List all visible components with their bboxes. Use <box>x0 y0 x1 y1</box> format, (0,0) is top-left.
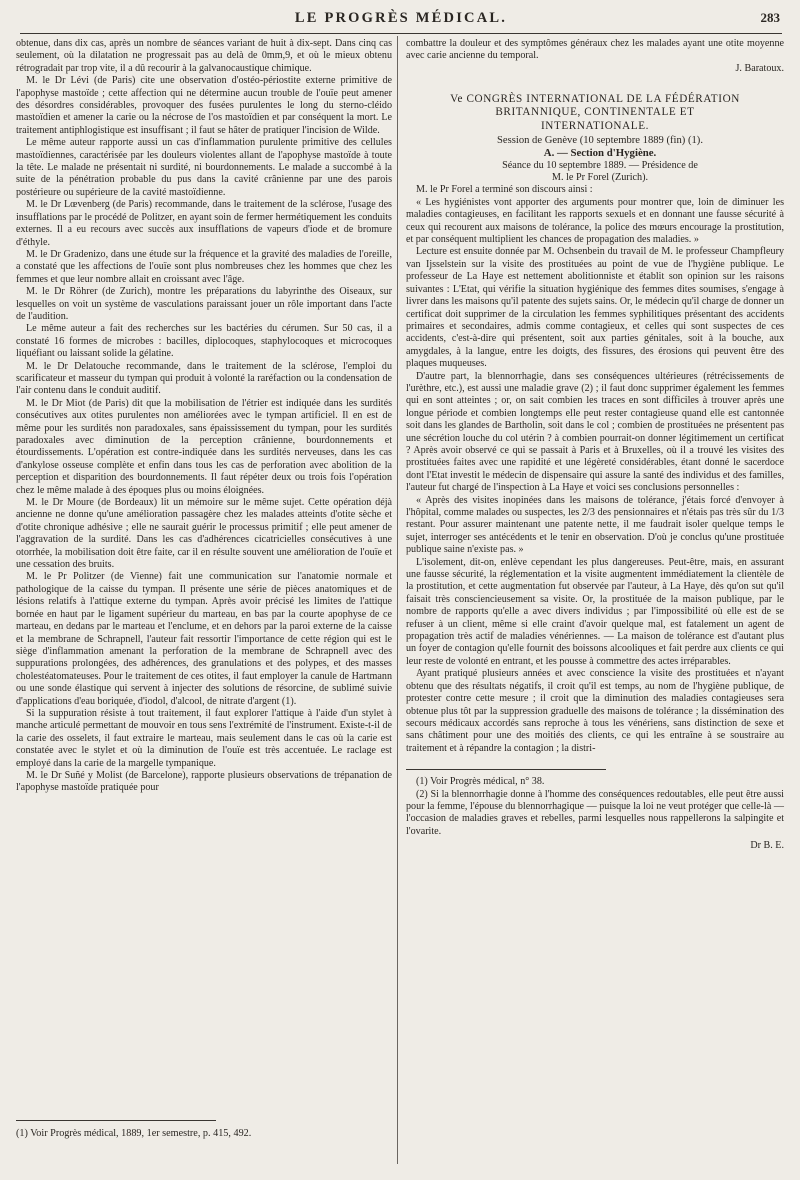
paragraph: M. le Dr Gradenizo, dans une étude sur la fréquence et la gravité des maladies de l'oreille, a constaté que les affections de l'ouïe sont plus nombreuses chez les hommes que chez les femmes et que leur nombre allait en croissant avec l'âge. <box>16 248 392 285</box>
page-header <box>22 10 780 32</box>
paragraph: obtenue, dans dix cas, après un nombre de séances variant de huit à dix-sept. Dans cinq cas seulement, où la dilatation ne progressait pas au delà de 0mm,9, et où le mieux obtenu rétrogradait par trop vite, il a dû recourir à la galvanocaustique chimique. <box>16 38 392 74</box>
paragraph: Le même auteur a fait des recherches sur les bactéries du cérumen. Sur 50 cas, il a constaté 16 formes de microbes : bacilles, diplocoques, staphylocoques et microcoques liquéfiant ou laissant solide la gélatine. <box>16 323 392 360</box>
right-footnotes <box>406 769 784 852</box>
paragraph: M. le Pr Politzer (de Vienne) fait une communication sur l'anatomie normale et pathologique de la caisse du tympan. Il présente une série de pièces anatomiques et de lésions relatifs à l'attique externe du tympan. Après avoir précisé les limites de l'attique bornée en haut par le ligament supérieur du marteau, en bas par la courte apophyse de ce marteau, en dedans par le marteau et l'enclume, et en dehors par la paroi externe de la caisse et la membrane de Schrapnell, l'auteur fait ressortir l'importance de cette région qui est le siège d'inflammation amenant la perforation de la membrane de Schrapnell avec des suppurations prolongées, des adhérences, des granulations et des polypes, et des masses cholestéatomateuses. Pour le traitement de ces otites, il faut employer la canule de Hartmann ou une sonde élastique qui servent à injecter des solutions de résorcine, de sublimé suivie d'applications d'eau boriquée, d'iodol, d'alcool, de nitrate d'argent (1). <box>16 571 392 707</box>
header-rule <box>20 33 782 34</box>
session-line: Session de Genève (10 septembre 1889 (fin) (1). <box>497 134 703 146</box>
column-divider <box>397 36 398 1164</box>
footnote-rule <box>16 1120 216 1121</box>
footnote: (2) Si la blennorrhagie donne à l'homme des conséquences redoutables, elle peut être aussi pour la femme, l'épouse du blennorrhagique — puisque la loi ne veut protéger que celle-là — l'occasion de maladies graves et rebelles, parmi lesquelles nous rappellerons la salpingite et l'ovarite. <box>406 788 784 837</box>
paragraph: M. le Dr Röhrer (de Zurich), montre les préparations du labyrinthe des Oiseaux, sur lesquelles on voit un système de vasculations paraissant jouer un rôle important dans l'acte de l'audition. <box>16 286 392 322</box>
paragraph: Si la suppuration résiste à tout traitement, il faut explorer l'attique à l'aide d'un stylet à manche articulé permettant de mouvoir en tous sens l'extrémité de l'instrument. Existe-t-il de la carie des osselets, il faut extraire le marteau, mais seulement dans le cas où la carie est constatée avec le stylet et où la diminution de l'ouïe est très accentuée. Le raclage est employé dans la carie de la margelle tympanique. <box>16 707 392 769</box>
paragraph: « Après des visites inopinées dans les maisons de tolérance, j'étais forcé d'envoyer à l'hôpital, comme malades ou suspectes, les 2/3 des pensionnaires et n'étais pas très sûr du 1/3 restant. Pour assurer maintenant une patente nette, il me faudrait isoler quelque temps le sujet, interroger ses antécédents et le tenir en observation. D'où je conclus qu'une prostituée publique saine n'existe pas. » <box>406 494 784 556</box>
footnote-rule <box>406 769 606 770</box>
congress-title-line: INTERNATIONALE. <box>540 119 650 132</box>
congress-title-line: Ve CONGRÈS INTERNATIONAL DE LA FÉDÉRATION <box>450 93 740 106</box>
section-name: A. — Section d'Hygiène. <box>543 147 657 160</box>
footnote-signature: Dr B. E. <box>750 840 784 852</box>
paragraph: M. le Dr Moure (de Bordeaux) lit un mémoire sur le même sujet. Cette opération déjà ancienne ne donne qu'une amélioration passagère chez les malades atteints d'otite sèche et d'otite chronique adhésive ; elle ne saurait guérir le processus primitif ; elle peut amener de l'aggravation de la surdité. Dans les cas d'adhérences cicatricielles consécutives à une otorrhée, la mobilisation doit être faite, car il en résulte souvent une amélioration de l'ouïe et une cessation des bruits. <box>16 497 392 571</box>
author-signature: J. Baratoux. <box>735 62 784 74</box>
footnote: (1) Voir Progrès médical, 1889, 1er semestre, p. 415, 492. <box>16 1128 252 1139</box>
paragraph: « Les hygiénistes vont apporter des arguments pour montrer que, loin de diminuer les maladies contagieuses, en facilitant les rapports sexuels et en donnant une fausse sécurité à ceux qui recourent aux maisons de tolérance, la police des mœurs encourage la prostitution, et par conséquent multiplient les chances de propagation des maladies. » <box>406 196 784 246</box>
paragraph: M. le Pr Forel a terminé son discours ainsi : <box>416 184 593 196</box>
paragraph: Le même auteur rapporte aussi un cas d'inflammation purulente primitive des cellules mastoïdiennes, caractérisée par les douleurs violentes allant de l'apophyse mastoïde à toute la tête. Le malade ne présentait ni surdité, ni bourdonnements. Le malade a succombé à la suite de la pénétration probable du pus dans la cavité crânienne par une des parois postérieure ou supérieure de la cavité mastoïdienne. <box>16 137 392 198</box>
paragraph: D'autre part, la blennorrhagie, dans ses conséquences ultérieures (rétrécissements de l'urèthre, etc.), est aussi une maladie grave (2) ; il faut donc supprimer également les femmes qui en sont atteintes ; or, on sait combien les traces en sont difficiles à trouver après une longue période et combien longtemps elle peut rester contagieuse quand elle est cantonnée soit dans les glandes de Bartholin, soit dans le col ; combien de prostituées ne présentent pas une sécrétion louche du col utérin ? à combien pourrait-on donner légitimement un certificat ? Après avoir observé ce qui se passait à Paris et à Bruxelles, où il a trouvé les visites des prostituées faites avec une rapidité et une légèreté considérables, étant donné le sacerdoce dont l'Etat investit le médecin de dispensaire qui assure la santé des individus et des familles, l'auteur fut chargé de l'inspection à La Haye et voici ses conclusions personnelles : <box>406 370 784 494</box>
paragraph: L'isolement, dit-on, enlève cependant les plus dangereuses. Peut-être, mais, en assurant une fausse sécurité, la réglementation et la visite augmentent immédiatement la clientèle de la prostitution, et cette augmentation fut observée par l'auteur, à La Haye, dès qu'on sut qu'il faisait très consciencieusement sa visite. Or, la prostituée de la maison publique, par le nombre de rapports qu'elle a avec divers individus ; par l'impossibilité où elle est de se refuser à un client, même si elle craint d'avoir quelque mal, est fatalement un agent de propagation très actif de maladies vénériennes. — La maison de tolérance est d'autant plus un foyer de contagion qu'elle fournit des boissons alcooliques et fait perdre aux clients ce qui leur reste de volonté en entrant, et les pousse à commettre des actes irréparables. <box>406 556 784 667</box>
journal-title: LE PROGRÈS MÉDICAL. <box>294 10 508 26</box>
footnote: (1) Voir Progrès médical, n° 38. <box>416 776 545 788</box>
paragraph: Lecture est ensuite donnée par M. Ochsenbein du travail de M. le professeur Champfleury van Ijsselstein sur la visite des prostituées au point de vue de l'hygiène publique. Le professeur de La Haye est nettement abolitionniste et établit son opinion sur les raisons suivantes : L'Etat, qui vérifie la situation hygiénique des femmes dites soumises, s'engage à livrer dans les maisons qu'il patente des sujets sains. Or, le médecin qu'il charge de donner un certificat doit supprimer de la circulation les femmes syphilitiques présentant des accidents primaires et secondaires, admis comme contagieux, et celles qui sont suspectes de ces accidents, c'est-à-dire qui présentent, soit aux parties génitales, soit à la bouche, aux amygdales, à la langue, entre les doigts, des fissures, des érosions qui peuvent être des plaques muqueuses. <box>406 246 784 370</box>
paragraph: combattre la douleur et des symptômes généraux chez les malades ayant une otite moyenne avec carie ancienne du temporal. <box>406 38 784 62</box>
right-column <box>406 38 784 853</box>
page-number: 283 <box>760 10 780 25</box>
paragraph: M. le Dr Lœvenberg (de Paris) recommande, dans le traitement de la sclérose, l'usage des insufflations par le procédé de Politzer, en ayant soin de fermer hermétiquement les conduits externes. Il a eu recours avec succès aux insufflations de vapeurs d'iode et de bromure d'éthyle. <box>16 199 392 248</box>
congress-title-line: BRITANNIQUE, CONTINENTALE ET <box>495 106 695 119</box>
paragraph: M. le Dr Suñé y Molist (de Barcelone), rapporte plusieurs observations de trépanation de l'apophyse mastoïde pratiquée pour <box>16 769 392 794</box>
paragraph: M. le Dr Lévi (de Paris) cite une observation d'ostéo-périostite externe primitive de l'apophyse mastoïde ; cette affection qui ne détermine aucun trouble de l'ouïe peut amener des désordres considérables, provoquer des fusées purulentes le long du sterno-cléido mastoïdien et amener la carie ou la nécrose de l'os mastoïdien et par conséquent la mort. Le traitement antiphlogistique est insuffisant ; il faut se hâter de pratiquer l'incision de Wilde. <box>16 75 392 136</box>
left-column <box>16 38 392 795</box>
paragraph: M. le Dr Delatouche recommande, dans le traitement de la sclérose, l'emploi du scarificateur et masseur du tympan qui produit à volonté la raréfaction ou la condensation de l'air contenu dans le conduit auditif. <box>16 360 392 397</box>
president-line: M. le Pr Forel (Zurich). <box>551 172 649 184</box>
left-footnotes <box>16 1120 392 1140</box>
paragraph: Ayant pratiqué plusieurs années et avec conscience la visite des prostituées et n'ayant obtenu que des résultats négatifs, il croit qu'il est temps, au nom de l'hygiène publique, de protester contre cette mesure ; il croit que la diminution des maladies contagieuses sera obtenue plus tôt par la suppression graduelle des maisons de tolérance ; la dissémination des secours médicaux accordés sans reproche à tous les vénériens, sans distinction de sexe et sans châtiment pour une des moitiés des clients, ce qui les entraîne à se soustraire au traitement et à répandre la contagion ; la distri- <box>406 668 784 754</box>
congress-title <box>406 93 784 133</box>
paragraph: M. le Dr Miot (de Paris) dit que la mobilisation de l'étrier est indiquée dans les surdités consécutives aux otites purulentes non améliorées avec le tympan artificiel. Il en est de même pour les surdités non paradoxales, sans épaississement du tympan, pour les surdités paradoxales avec diminution de la perception crânienne, bourdonnements et étourdissements. L'opération est contre-indiquée dans les surdités nerveuses, dans les cas d'ankylose osseuse complète et enfin dans tous les cas de perforation avec abolition de la perception et disparition des bourdonnements. Il faut répéter deux ou trois fois l'opération chez le même malade à des époques plus ou moins éloignées. <box>16 397 392 496</box>
seance-line: Séance du 10 septembre 1889. — Présidence de <box>502 159 698 171</box>
